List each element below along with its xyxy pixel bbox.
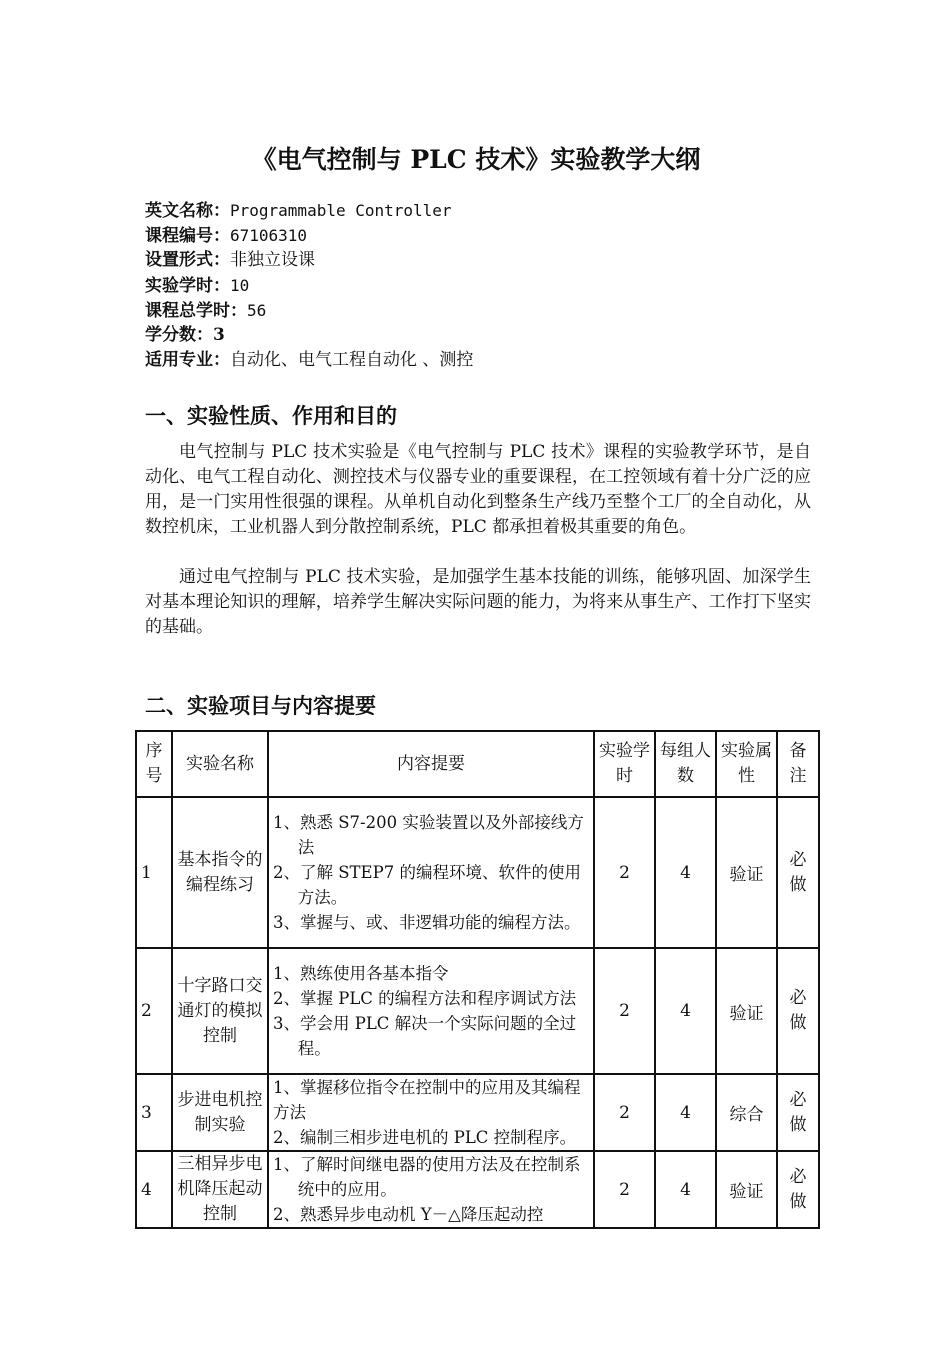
cell-group: 4 [655, 948, 716, 1074]
content-item: 2、掌握 PLC 的编程方法和程序调试方法 [273, 989, 577, 1008]
cell-hours: 2 [594, 1074, 655, 1151]
content-item: 2、熟悉异步电动机 Y－△降压起动控 [273, 1205, 544, 1224]
content-item: 3、学会用 PLC 解决一个实际问题的全过程。 [273, 1014, 577, 1058]
cell-name: 三相异步电机降压起动控制 [172, 1151, 268, 1228]
header-hours: 实验学时 [594, 731, 655, 797]
cell-no: 4 [136, 1151, 172, 1228]
header-name: 实验名称 [172, 731, 268, 797]
meta-label: 学分数： [145, 325, 213, 345]
cell-type: 综合 [716, 1074, 777, 1151]
meta-label: 课程总学时： [145, 301, 247, 321]
cell-no: 3 [136, 1074, 172, 1151]
meta-value: 非独立设课 [230, 250, 315, 270]
cell-no: 2 [136, 948, 172, 1074]
course-code-row [145, 223, 473, 248]
table-header-row [136, 731, 819, 797]
english-name-row [145, 198, 473, 223]
content-item: 2、编制三相步进电机的 PLC 控制程序。 [273, 1128, 577, 1147]
major-row [145, 348, 473, 373]
table-row [136, 948, 819, 1074]
cell-note: 必做 [777, 1074, 819, 1151]
cell-note: 必做 [777, 948, 819, 1074]
credits-row [145, 323, 473, 348]
paragraph: 通过电气控制与 PLC 技术实验，是加强学生基本技能的训练，能够巩固、加深学生对基本理论知识的理解，培养学生解决实际问题的能力，为将来从事生产、工作打下坚实的基础。 [145, 567, 811, 637]
cell-type: 验证 [716, 948, 777, 1074]
cell-note: 必做 [777, 1151, 819, 1228]
header-note: 备注 [777, 731, 819, 797]
cell-content [268, 1074, 594, 1151]
header-no: 序号 [136, 731, 172, 797]
content-item: 3、掌握与、或、非逻辑功能的编程方法。 [273, 913, 581, 932]
cell-hours: 2 [594, 948, 655, 1074]
cell-content [268, 948, 594, 1074]
header-type: 实验属性 [716, 731, 777, 797]
paragraph: 电气控制与 PLC 技术实验是《电气控制与 PLC 技术》课程的实验教学环节，是自动化、电气工程自动化、测控技术与仪器专业的重要课程，在工控领域有着十分广泛的应用，是一门实用性很强的课程。从单机自动化到整条生产线乃至整个工厂的全自动化，从数控机床，工业机器人到分散控制系统，PLC 都承担着极其重要的角色。 [145, 442, 811, 537]
meta-label: 适用专业： [145, 350, 230, 370]
section-heading: 一、实验性质、作用和目的 [145, 403, 397, 428]
meta-label: 英文名称： [145, 201, 230, 221]
meta-value: 10 [230, 276, 250, 295]
meta-value: Programmable Controller [230, 201, 452, 220]
cell-note: 必做 [777, 797, 819, 948]
content-item: 1、熟练使用各基本指令 [273, 964, 449, 983]
meta-value: 56 [247, 301, 267, 320]
experiment-table [135, 730, 820, 1229]
cell-name: 基本指令的编程练习 [172, 797, 268, 948]
section-heading: 二、实验项目与内容提要 [145, 693, 376, 718]
header-content: 内容提要 [268, 731, 594, 797]
meta-label: 课程编号： [145, 226, 230, 246]
header-group: 每组人数 [655, 731, 716, 797]
content-item: 1、了解时间继电器的使用方法及在控制系统中的应用。 [273, 1155, 581, 1199]
cell-group: 4 [655, 1151, 716, 1228]
cell-content [268, 1151, 594, 1228]
cell-type: 验证 [716, 1151, 777, 1228]
cell-no: 1 [136, 797, 172, 948]
meta-label: 设置形式： [145, 250, 230, 270]
cell-content [268, 797, 594, 948]
cell-hours: 2 [594, 797, 655, 948]
total-hours-row [145, 298, 473, 323]
course-info [145, 198, 473, 373]
content-item: 1、熟悉 S7-200 实验装置以及外部接线方法 [273, 813, 584, 857]
cell-name: 步进电机控制实验 [172, 1074, 268, 1151]
meta-label: 实验学时： [145, 276, 230, 296]
content-item: 1、掌握移位指令在控制中的应用及其编程方法 [273, 1078, 581, 1122]
table-row [136, 1151, 819, 1228]
table-row [136, 797, 819, 948]
document-title: 《电气控制与 PLC 技术》实验教学大纲 [251, 145, 701, 174]
cell-hours: 2 [594, 1151, 655, 1228]
meta-value: 自动化、电气工程自动化 、测控 [230, 350, 474, 370]
meta-value: 67106310 [230, 226, 308, 245]
meta-value: 3 [213, 325, 225, 345]
lab-hours-row [145, 273, 473, 298]
cell-name: 十字路口交通灯的模拟控制 [172, 948, 268, 1074]
table-row [136, 1074, 819, 1151]
cell-group: 4 [655, 797, 716, 948]
cell-group: 4 [655, 1074, 716, 1151]
setup-form-row [145, 248, 473, 273]
content-item: 2、了解 STEP7 的编程环境、软件的使用方法。 [273, 863, 581, 907]
cell-type: 验证 [716, 797, 777, 948]
